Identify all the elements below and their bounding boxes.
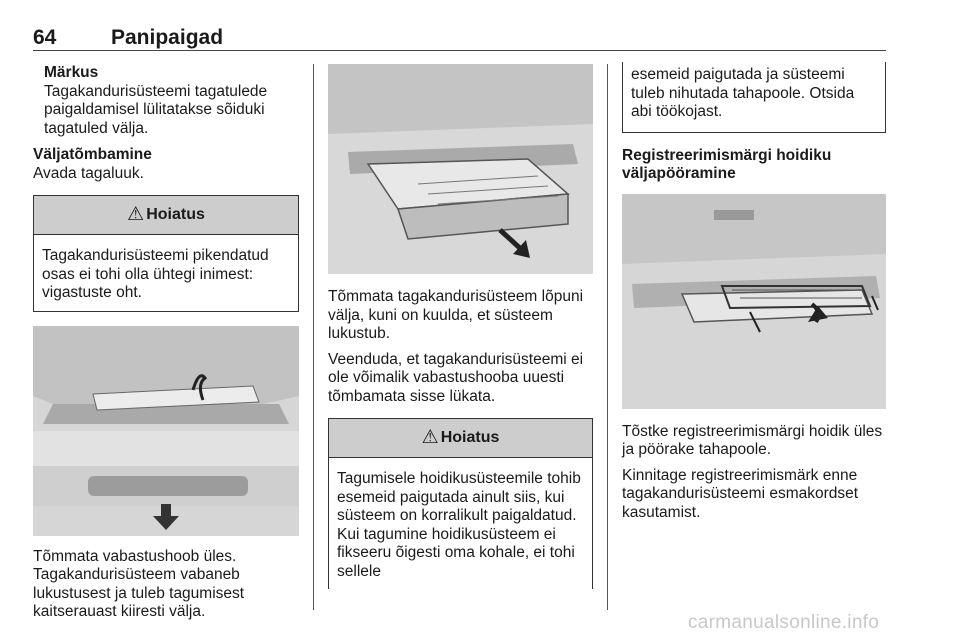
warning-box: [33, 195, 299, 312]
para-pull-out: Tõmmata tagakandurisüsteem lõpuni välja, kuni on kuulda, et süsteem lukustub.: [328, 288, 584, 342]
page-number: 64: [33, 26, 57, 49]
note-block: [33, 64, 299, 138]
warning-header-2: [329, 419, 592, 458]
section-text: Avada tagaluuk.: [33, 164, 144, 182]
caption-release-lever: Tõmmata vabastushoob üles. Tagakandurisüsteem vabaneb lukustusest ja tuleb tagumisest kaitserauast kiiresti välja.: [33, 547, 245, 620]
note-title: Märkus: [44, 64, 99, 81]
para-attach-plate: Kinnitage registreerimismärk enne tagakandurisüsteemi esmakordset kasutamist.: [622, 466, 859, 521]
watermark: carmanualsonline.info: [688, 612, 880, 633]
warning-title-2: Hoiatus: [440, 428, 500, 446]
warning-title: Hoiatus: [146, 205, 205, 223]
illustration-pull-out-carrier: [328, 64, 593, 274]
note-text: Tagakandurisüsteemi tagatulede paigaldamisel lülitatakse sõiduki tagatuled välja.: [44, 82, 268, 137]
warning-box-2: [328, 418, 593, 589]
warning-text-2: Tagumisele hoidikusüsteemile tohib esemeid paigutada ainult siis, kui süsteem on korralikult paigaldatud. Kui tagumine hoidikusüsteem ei fikseeru õigesti oma kohale, ei tohi sellele: [337, 470, 581, 580]
warning-text: Tagakandurisüsteemi pikendatud osas ei tohi olla ühtegi inimest: vigastuste oht.: [42, 247, 269, 301]
warning-icon-2: ⚠: [421, 426, 439, 448]
para-check-lock: Veenduda, et tagakandurisüsteemi ei ole võimalik vabastushooba uuesti tõmbamata sisse lükata.: [328, 350, 584, 405]
column-divider-2: [607, 64, 608, 610]
chapter-title: Panipaigad: [111, 26, 224, 49]
section-title-pull-out: Väljatõmbamine: [33, 146, 152, 163]
header-rule: [33, 50, 886, 51]
section-title-plate-holder: Registreerimismärgi hoidiku väljapööramine: [622, 146, 832, 182]
column-1: [33, 64, 299, 629]
para-lift-holder: Tõstke registreerimismärgi hoidik üles ja pöörake tahapoole.: [622, 422, 883, 458]
warning-box-2-continued: [622, 62, 886, 133]
column-divider-1: [313, 64, 314, 610]
warning-header: [34, 196, 298, 235]
illustration-release-lever: [33, 326, 299, 536]
warning-icon: ⚠: [127, 203, 145, 225]
page-header: [33, 24, 886, 52]
illustration-plate-holder: [622, 194, 886, 409]
column-3: [622, 64, 886, 529]
warning-text-continued: esemeid paigutada ja süsteemi tuleb nihutada tahapoole. Otsida abi töökojast.: [631, 66, 855, 120]
column-2: [328, 64, 593, 603]
